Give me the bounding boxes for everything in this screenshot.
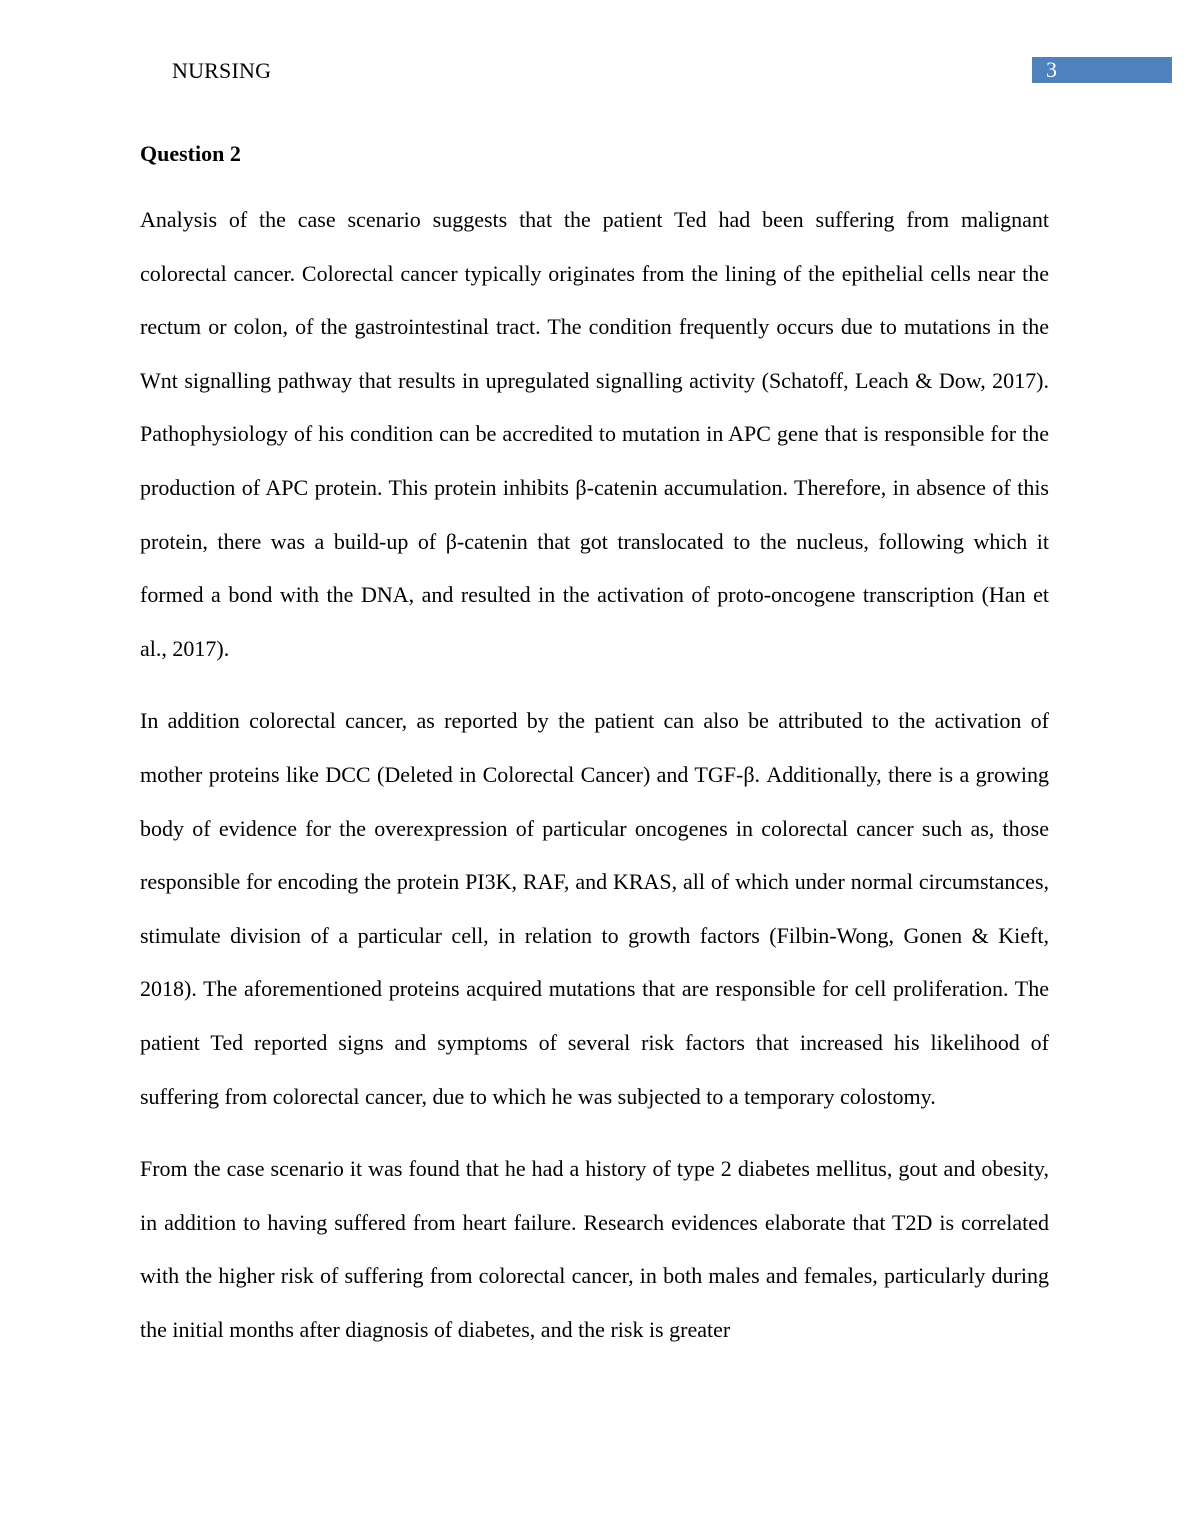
- running-header-title: NURSING: [172, 58, 272, 83]
- body-paragraph-1: Analysis of the case scenario suggests that the patient Ted had been suffering from malignant colorectal cancer. Colorectal cancer typically originates from the lining of the epithelial cells near the rectum or colon, of the gastrointestinal tract. The condition frequently occurs due to mutations in the Wnt signalling pathway that results in upregulated signalling activity (Schatoff, Leach & Dow, 2017). Pathophysiology of his condition can be accredited to mutation in APC gene that is responsible for the production of APC protein. This protein inhibits β-catenin accumulation. Therefore, in absence of this protein, there was a build-up of β-catenin that got translocated to the nucleus, following which it formed a bond with the DNA, and resulted in the activation of proto-oncogene transcription (Han et al., 2017).: [140, 207, 1049, 661]
- body-paragraph-3: From the case scenario it was found that he had a history of type 2 diabetes mellitus, gout and obesity, in addition to having suffered from heart failure. Research evidences elaborate that T2D is correlated with the higher risk of suffering from colorectal cancer, in both males and females, particularly during the initial months after diagnosis of diabetes, and the risk is greater: [140, 1156, 1049, 1342]
- document-body: [140, 139, 1049, 1375]
- section-heading: Question 2: [140, 141, 241, 166]
- page-number-badge: [1032, 57, 1172, 83]
- body-paragraph-2: In addition colorectal cancer, as reported by the patient can also be attributed to the activation of mother proteins like DCC (Deleted in Colorectal Cancer) and TGF-β. Additionally, there is a growing body of evidence for the overexpression of particular oncogenes in colorectal cancer such as, those responsible for encoding the protein PI3K, RAF, and KRAS, all of which under normal circumstances, stimulate division of a particular cell, in relation to growth factors (Filbin-Wong, Gonen & Kieft, 2018). The aforementioned proteins acquired mutations that are responsible for cell proliferation. The patient Ted reported signs and symptoms of several risk factors that increased his likelihood of suffering from colorectal cancer, due to which he was subjected to a temporary colostomy.: [140, 708, 1049, 1109]
- page-number: 3: [1046, 57, 1057, 82]
